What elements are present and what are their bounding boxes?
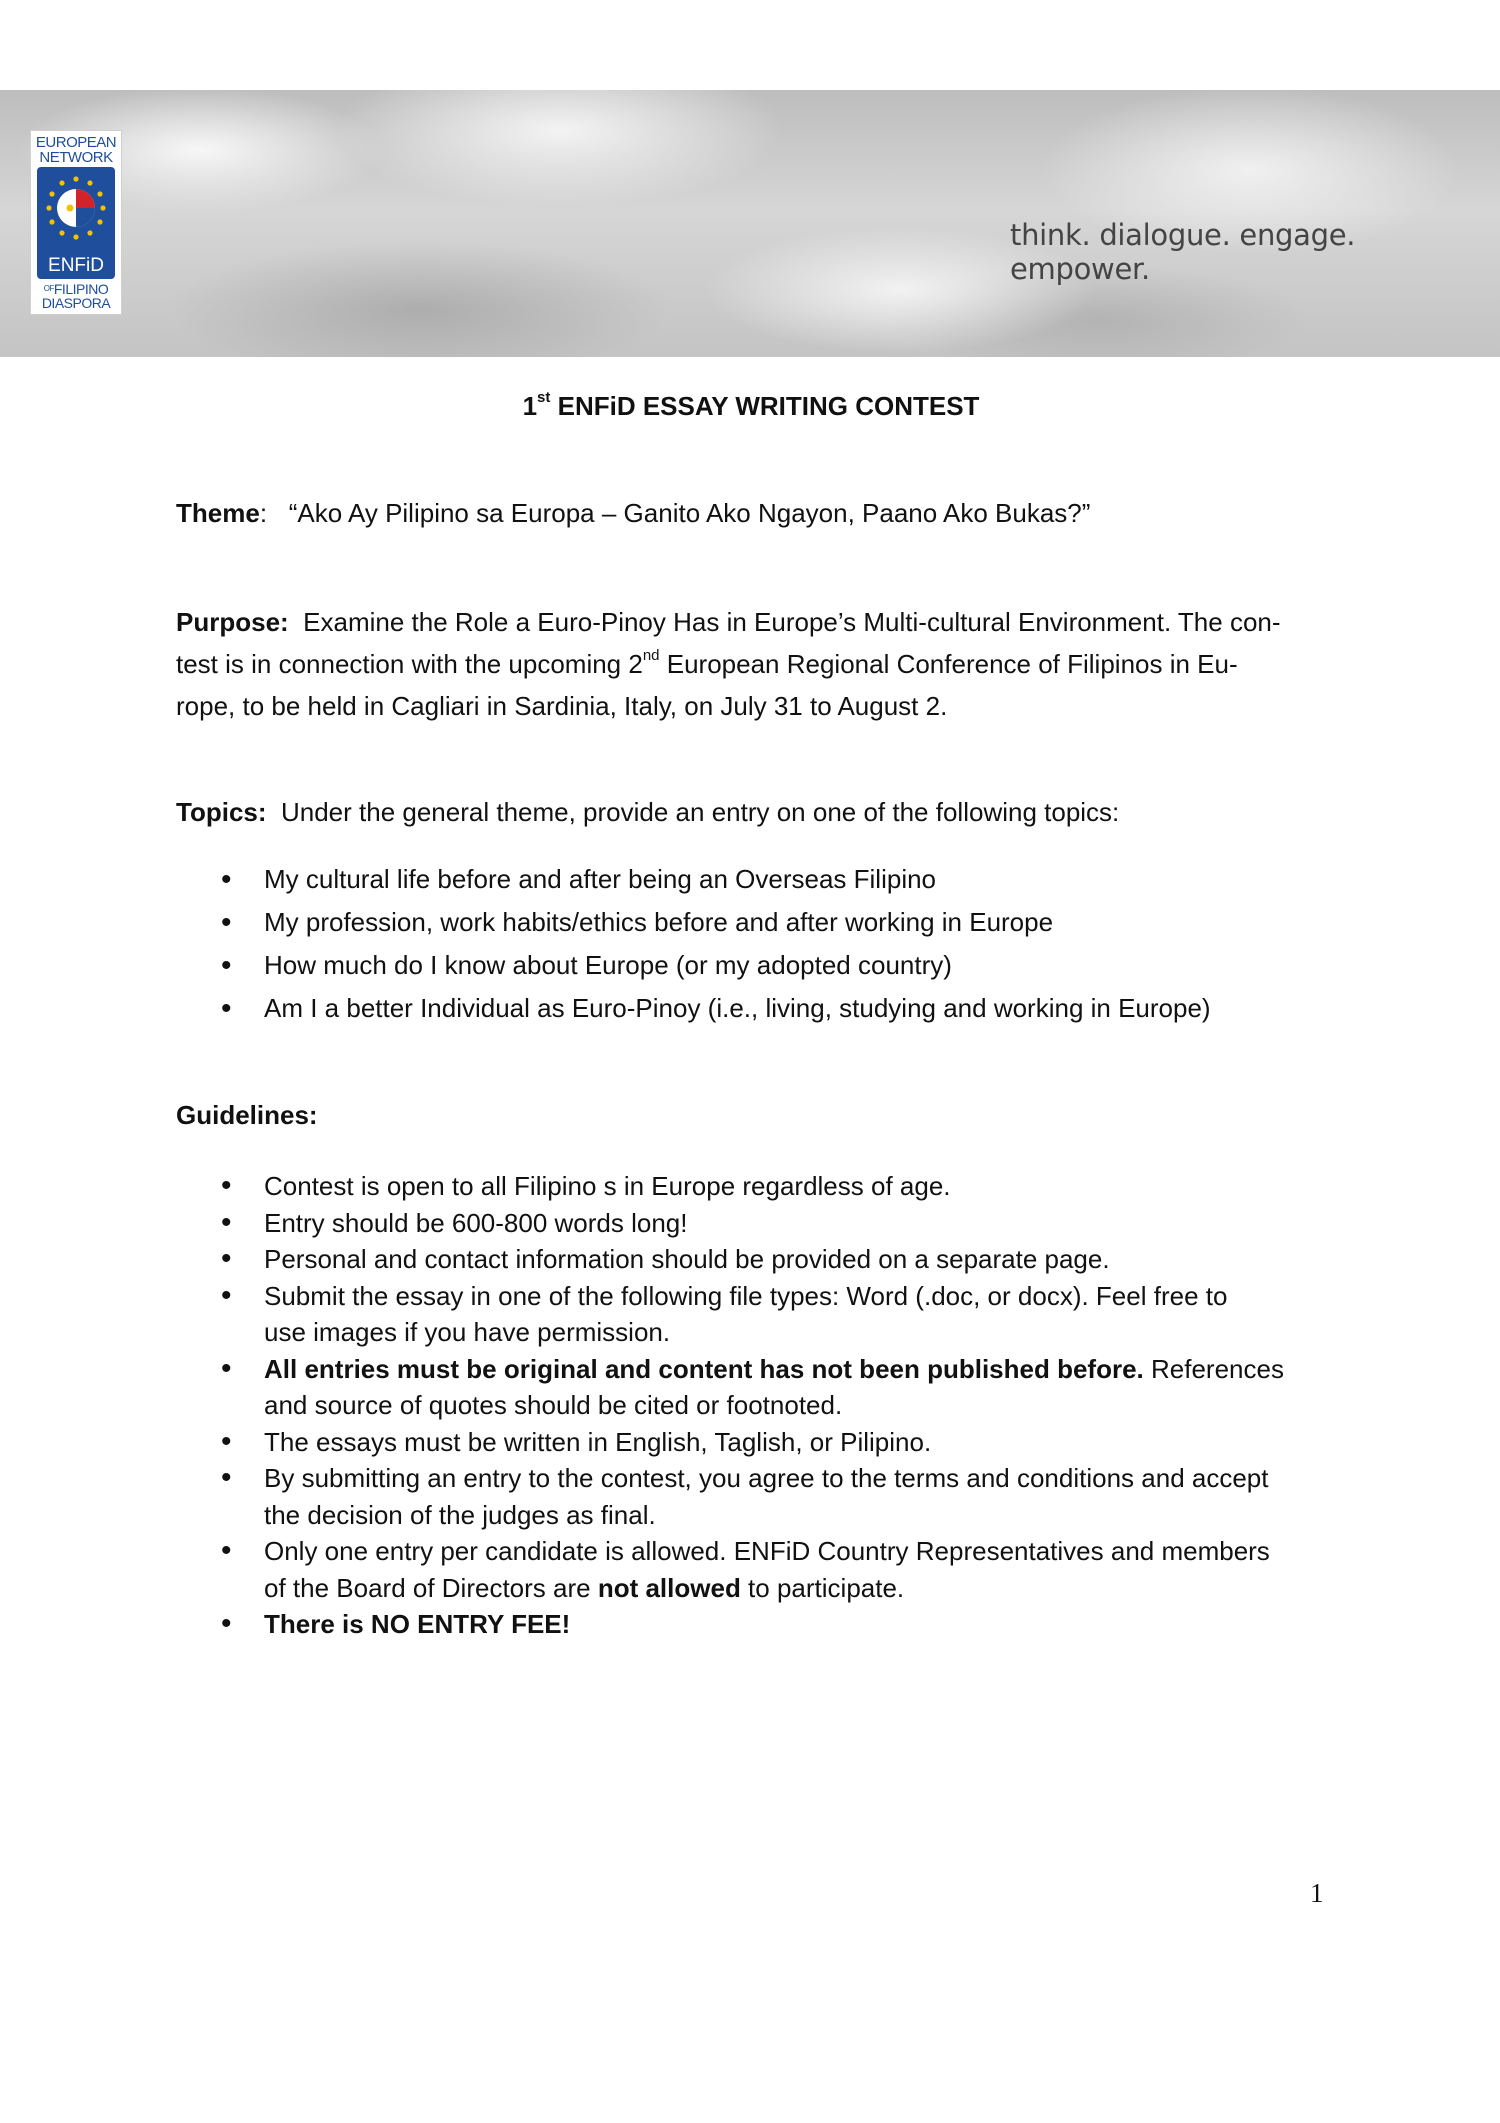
purpose-label: Purpose:	[176, 607, 289, 637]
purpose-line-2b: European Regional Conference of Filipinos in Eu-	[659, 649, 1238, 679]
guidelines-list	[176, 1168, 1326, 1643]
logo-bottom-text	[31, 282, 121, 310]
guideline-9-bold: There is NO ENTRY FEE!	[264, 1609, 571, 1639]
guideline-8-line-2: of the Board of Directors are	[264, 1572, 598, 1603]
theme-paragraph: Theme: “Ako Ay Pilipino sa Europa – Ganito Ako Ngayon, Paano Ako Bukas?”	[176, 498, 1091, 528]
list-item: • My cultural life before and after being an Overseas Filipino	[176, 858, 1326, 901]
list-item	[176, 1533, 1326, 1606]
list-item: • Am I a better Individual as Euro-Pinoy (i.e., living, studying and working in Europe)	[176, 987, 1326, 1030]
guideline-8-line-2-end: to participate.	[740, 1572, 905, 1603]
topics-intro-text: Under the general theme, provide an entry on one of the following topics:	[280, 797, 1120, 827]
logo-badge	[37, 167, 115, 279]
logo-diaspora-text: DIASPORA	[41, 295, 111, 311]
purpose-line-2a: test is in connection with the upcoming 2	[176, 649, 643, 679]
title-ordinal: st	[537, 389, 551, 406]
purpose-line-3: rope, to be held in Cagliari in Sardinia, Italy, on July 31 to August 2.	[176, 691, 948, 721]
guideline-7-line-2: the decision of the judges as final.	[264, 1499, 656, 1530]
list-item: • How much do I know about Europe (or my adopted country)	[176, 944, 1326, 987]
theme-label: Theme	[176, 498, 260, 528]
page-number: 1	[1310, 1878, 1324, 1908]
purpose-ordinal: nd	[642, 647, 660, 664]
title-text: ENFiD ESSAY WRITING CONTEST	[550, 391, 980, 421]
guideline-4-line-1: Submit the essay in one of the following file types: Word (.doc, or docx). Feel free to	[264, 1280, 1228, 1311]
guideline-5-line-2: and source of quotes should be cited or footnoted.	[264, 1390, 843, 1420]
purpose-paragraph	[176, 601, 1326, 727]
guideline-8-bold: not allowed	[597, 1572, 741, 1603]
theme-text: “Ako Ay Pilipino sa Europa – Ganito Ako Ngayon, Paano Ako Bukas?”	[288, 498, 1091, 528]
header-banner	[0, 90, 1500, 357]
guidelines-label: Guidelines:	[176, 1100, 318, 1130]
list-item	[176, 1278, 1326, 1351]
list-item: • Personal and contact information should be provided on a separate page.	[176, 1241, 1326, 1278]
list-item	[176, 1460, 1326, 1533]
guideline-5-line-1: References	[1143, 1353, 1284, 1384]
topics-intro	[176, 791, 1326, 833]
guideline-5-bold: All entries must be original and content has not been published before.	[264, 1353, 1144, 1384]
logo-top-text: EUROPEAN NETWORK	[35, 134, 117, 166]
list-item	[176, 1351, 1326, 1424]
guidelines-heading	[176, 1094, 1326, 1136]
topics-list	[176, 858, 1326, 1030]
logo-badge-text: ENFiD	[48, 255, 104, 276]
list-item: • Entry should be 600-800 words long!	[176, 1205, 1326, 1242]
topics-label: Topics:	[176, 797, 267, 827]
list-item: • My profession, work habits/ethics before and after working in Europe	[176, 901, 1326, 944]
list-item: • Contest is open to all Filipino s in Europe regardless of age.	[176, 1168, 1326, 1205]
page-title	[176, 385, 1326, 427]
list-item	[176, 1606, 1326, 1643]
logo-of-text: OF	[43, 284, 54, 293]
guideline-4-line-2: use images if you have permission.	[264, 1317, 671, 1347]
guideline-7-line-1: By submitting an entry to the contest, you agree to the terms and conditions and accept	[264, 1463, 1269, 1493]
list-item: • The essays must be written in English, Taglish, or Pilipino.	[176, 1424, 1326, 1461]
guideline-8-line-1: Only one entry per candidate is allowed. ENFiD Country Representatives and members	[264, 1536, 1270, 1566]
tagline: think. dialogue. engage. empower.	[1010, 218, 1356, 286]
title-number: 1	[522, 391, 538, 421]
purpose-line-1: Examine the Role a Euro-Pinoy Has in Europe’s Multi-cultural Environment. The con-	[303, 607, 1281, 637]
enfid-logo	[30, 130, 122, 315]
logo-filipino-text: FILIPINO	[53, 281, 109, 297]
